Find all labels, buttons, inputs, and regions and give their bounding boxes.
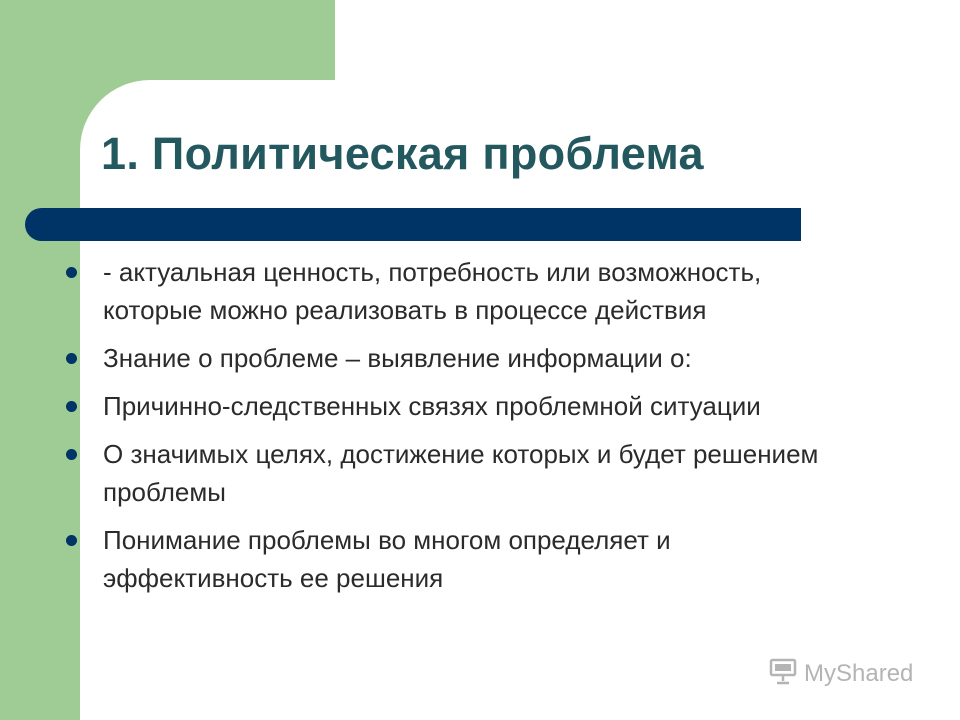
bullet-item	[0, 435, 843, 511]
bullet-item	[0, 521, 843, 597]
watermark-text: MyShared	[804, 659, 914, 687]
presentation-screen-icon	[768, 656, 798, 691]
bullet-dot-icon	[66, 535, 77, 546]
bullet-item	[0, 339, 843, 377]
bullet-item	[0, 387, 843, 425]
bullet-dot-icon	[66, 449, 77, 460]
slide-title: 1. Политическая проблема	[101, 128, 704, 179]
bullet-text: Понимание проблемы во многом определяет и эффективность ее решения	[103, 525, 671, 593]
bullet-dot-icon	[66, 267, 77, 278]
bullet-dot-icon	[66, 353, 77, 364]
bullet-text: Причинно-следственных связях проблемной ситуации	[103, 391, 761, 421]
bullet-item	[0, 253, 843, 329]
myshared-watermark	[768, 656, 913, 691]
title-underline-bar	[25, 208, 801, 241]
bullet-dot-icon	[66, 401, 77, 412]
bullet-text: О значимых целях, достижение которых и будет решением проблемы	[103, 439, 819, 507]
bullet-text: Знание о проблеме – выявление информации о:	[103, 343, 692, 373]
bullet-text: - актуальная ценность, потребность или возможность, которые можно реализовать в процессе действия	[103, 257, 762, 325]
bullet-list	[0, 253, 960, 607]
